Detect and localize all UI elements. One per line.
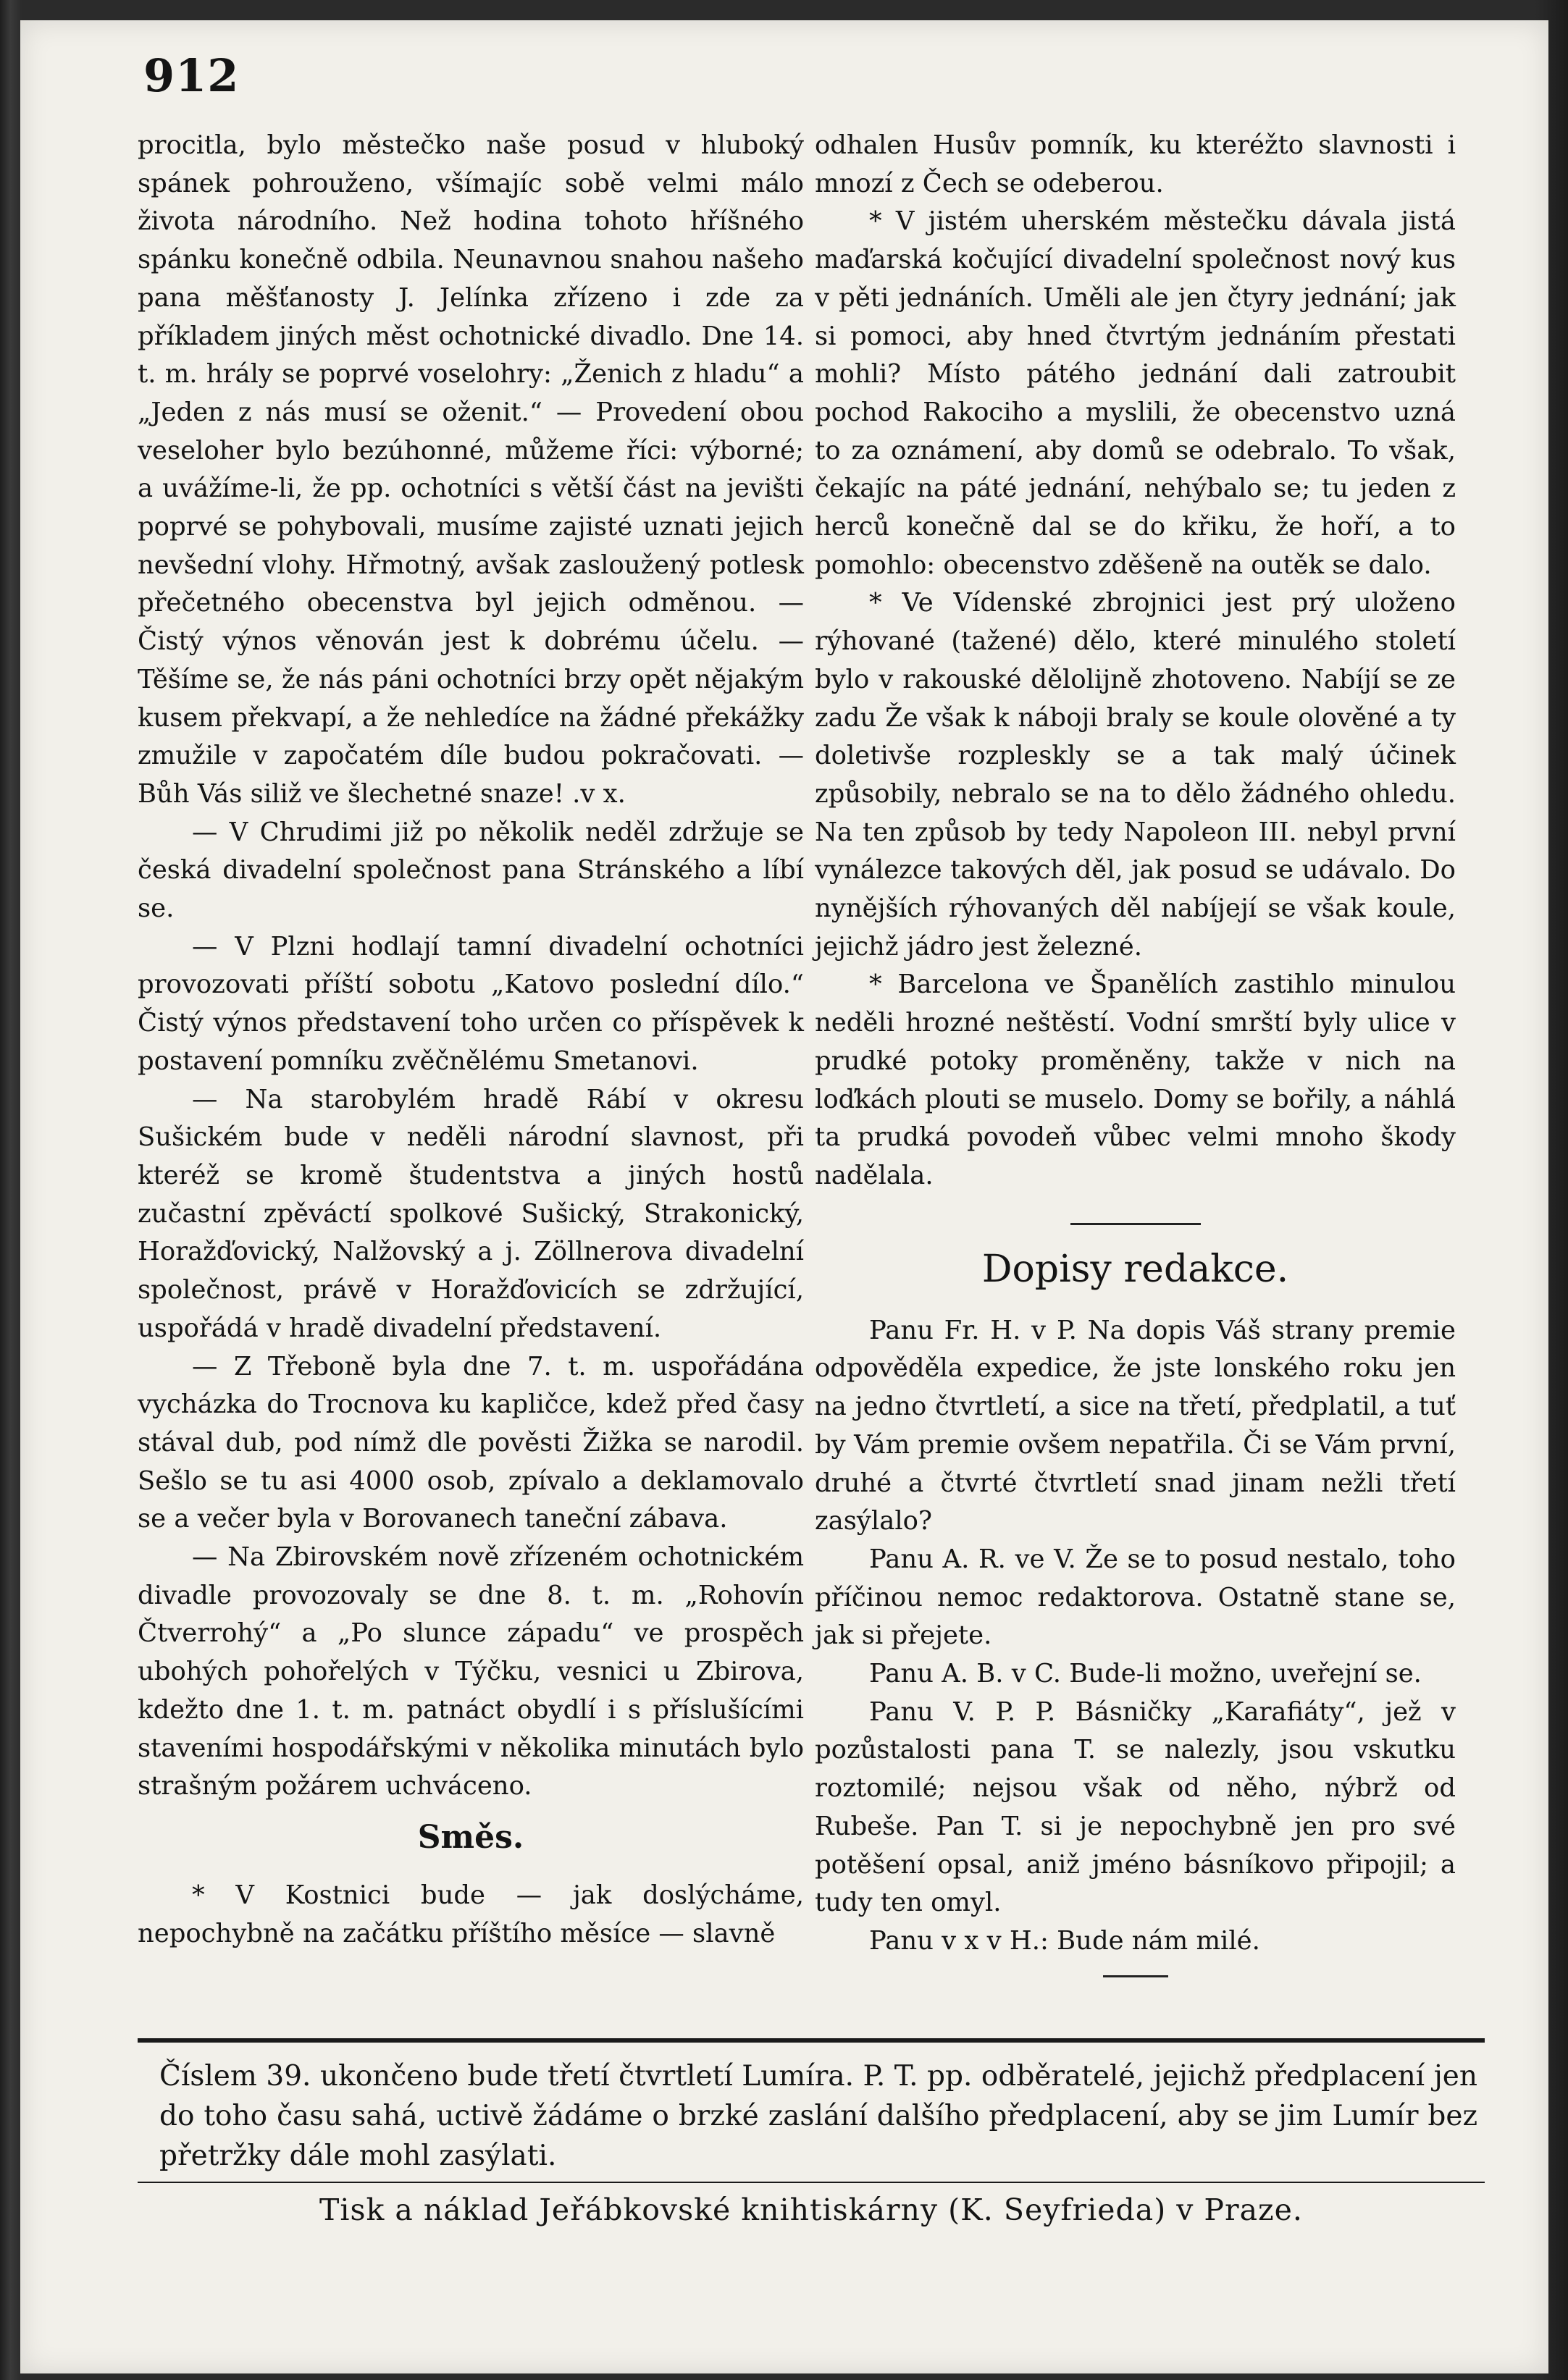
article-paragraph: — Na Zbirovském nově zřízeném ochotnickém divadle provozovaly se dne 8. t. m. „Rohovín Čtverrohý“ a „Po slunce západu“ ve prospěch ubohých pohořelých v Týčku, vesnici u Zbirova, kdežto dne 1. t. m. patnáct obydlí i s příslušícími staveními hospodářskými v několika minutách bylo strašným požárem uchváceno. xyxy=(138,1542,804,1801)
article-paragraph: odhalen Husův pomník, ku kteréžto slavnosti i mnozí z Čech se odeberou. xyxy=(815,130,1456,198)
left-column xyxy=(138,127,804,1953)
letter-reply: Panu Fr. H. v P. Na dopis Váš strany premie odpověděla expedice, že jste lonského roku jen na jedno čtvrtletí, a sice na třetí, předplatil, a tuť by Vám premie ovšem nepatřila. Či se Vám první, druhé a čtvrté čtvrtletí snad jinam nežli třetí zasýlalo? xyxy=(815,1315,1456,1536)
letter-reply: Panu A. B. v C. Bude-li možno, uveřejní se. xyxy=(869,1659,1422,1689)
section-title-dopisy: Dopisy redakce. xyxy=(981,1247,1289,1291)
article-paragraph: procitla, bylo městečko naše posud v hluboký spánek pohrouženo, všímajíc sobě velmi málo života národního. Než hodina tohoto hříšného spánku konečně odbila. Neunavnou snahou našeho pana měšťanosty J. Jelínka zřízeno i zde za příkladem jiných měst ochotnické divadlo. Dne 14. t. m. hrály se poprvé voselohry: „Ženich z hladu“ a „Jeden z nás musí se oženit.“ — Provedení obou veseloher bylo bezúhonné, můžeme říci: výborné; a uvážíme-li, že pp. ochotníci s větší část na jevišti poprvé se pohybovali, musíme zajisté uznati jejich nevšední vlohy. Hřmotný, avšak zasloužený potlesk přečetného obecenstva byl jejich odměnou. — Čistý výnos věnován jest k dobrému účelu. — Těšíme se, že nás páni ochotníci brzy opět nějakým kusem překvapí, a že nehledíce na žádné překážky zmužile v započatém díle budou pokračovati. — Bůh Vás siliž ve šlechetné snaze! .v x. xyxy=(138,130,804,809)
article-paragraph: — V Plzni hodlají tamní divadelní ochotníci provozovati příští sobotu „Katovo poslední dílo.“ Čistý výnos představení toho určen co příspěvek k postavení pomníku zvěčnělému Smetanovi. xyxy=(138,931,804,1076)
subscription-notice: Číslem 39. ukončeno bude třetí čtvrtletí Lumíra. P. T. pp. odběratelé, jejichž předplacení jen do toho času sahá, uctivě žádáme o brzké zaslání dalšího předplacení, aby se jim Lumír bez přetržky dále mohl zasýlati. xyxy=(159,2060,1477,2172)
article-paragraph: * V jistém uherském městečku dávala jistá maďarská kočující divadelní společnost nový kus v pěti jednáních. Uměli ale jen čtyry jednání; jak si pomoci, aby hned čtvrtým jednáním přestati mohli? Místo pátého jednání dali zatroubit pochod Rakociho a myslili, že obecenstvo uzná to za oznámení, aby domů se odebralo. To však, čekajíc na páté jednání, nehýbalo se; tu jeden z herců konečně dal se do křiku, že hoří, a to pomohlo: obecenstvo zděšeně na outěk se dalo. xyxy=(815,206,1456,580)
notice-top-rule xyxy=(138,2038,1485,2043)
article-paragraph: * Barcelona ve Španělích zastihlo minulou neděli hrozné neštěstí. Vodní smrští byly ulice v prudké potoky proměněny, takže v nich na loďkách plouti se muselo. Domy se bořily, a náhlá ta prudká povodeň vůbec velmi mnoho škody nadělala. xyxy=(815,970,1456,1190)
letter-reply: Panu V. P. P. Básničky „Karafiáty“, jež v pozůstalosti pana T. se nalezly, jsou vskutku roztomilé; nejsou však od něho, nýbrž od Rubeše. Pan T. si je nepochybně jen pro své potěšení opsal, aniž jméno básníkovo připojil; a tudy ten omyl. xyxy=(815,1696,1456,1918)
end-divider xyxy=(1103,1975,1168,1977)
printer-imprint: Tisk a náklad Jeřábkovské knihtiskárny (K. Seyfrieda) v Praze. xyxy=(319,2192,1303,2227)
article-paragraph: — Z Třeboně byla dne 7. t. m. uspořádána vycházka do Trocnova ku kapličce, kdež před časy stával dub, pod nímž dle pověsti Žižka se narodil. Sešlo se tu asi 4000 osob, zpívalo a deklamovalo se a večer byla v Borovanech taneční zábava. xyxy=(138,1351,804,1534)
right-column xyxy=(815,127,1456,1977)
article-paragraph: * V Kostnici bude — jak doslýcháme, nepochybně na začátku příštího měsíce — slavně xyxy=(138,1880,804,1948)
section-title-smes: Směs. xyxy=(417,1818,524,1856)
section-divider xyxy=(1070,1223,1201,1225)
page-number: 912 xyxy=(143,49,240,102)
article-paragraph: * Ve Vídenské zbrojnici jest prý uloženo rýhované (tažené) dělo, které minulého století bylo v rakouské dělolijně zhotoveno. Nabíjí se ze zadu Že však k náboji braly se koule olověné a ty doletivše rozpleskly se a tak malý účinek způsobily, nebralo se na to dělo žádného ohledu. Na ten způsob by tedy Napoleon III. nebyl první vynálezce takových děl, jak posud se udávalo. Do nynějších rýhovaných děl nabíjejí se však koule, jejichž jádro jest železné. xyxy=(815,588,1456,962)
imprint-rule xyxy=(138,2182,1485,2183)
letter-reply: Panu v x v H.: Bude nám milé. xyxy=(869,1925,1260,1956)
letter-reply: Panu A. R. ve V. Že se to posud nestalo, toho příčinou nemoc redaktorova. Ostatně stane se, jak si přejete. xyxy=(815,1544,1456,1651)
article-paragraph: — V Chrudimi již po několik neděl zdržuje se česká divadelní společnost pana Stránského a líbí se. xyxy=(138,817,804,924)
article-paragraph: — Na starobylém hradě Rábí v okresu Sušickém bude v neděli národní slavnost, při kteréž se kromě študentstva a jiných hostů zučastní zpěváctí spolkové Sušický, Strakonický, Horažďovický, Nalžovský a j. Zöllnerova divadelní společnost, právě v Horažďovicích se zdržující, uspořádá v hradě divadelní představení. xyxy=(138,1084,804,1343)
